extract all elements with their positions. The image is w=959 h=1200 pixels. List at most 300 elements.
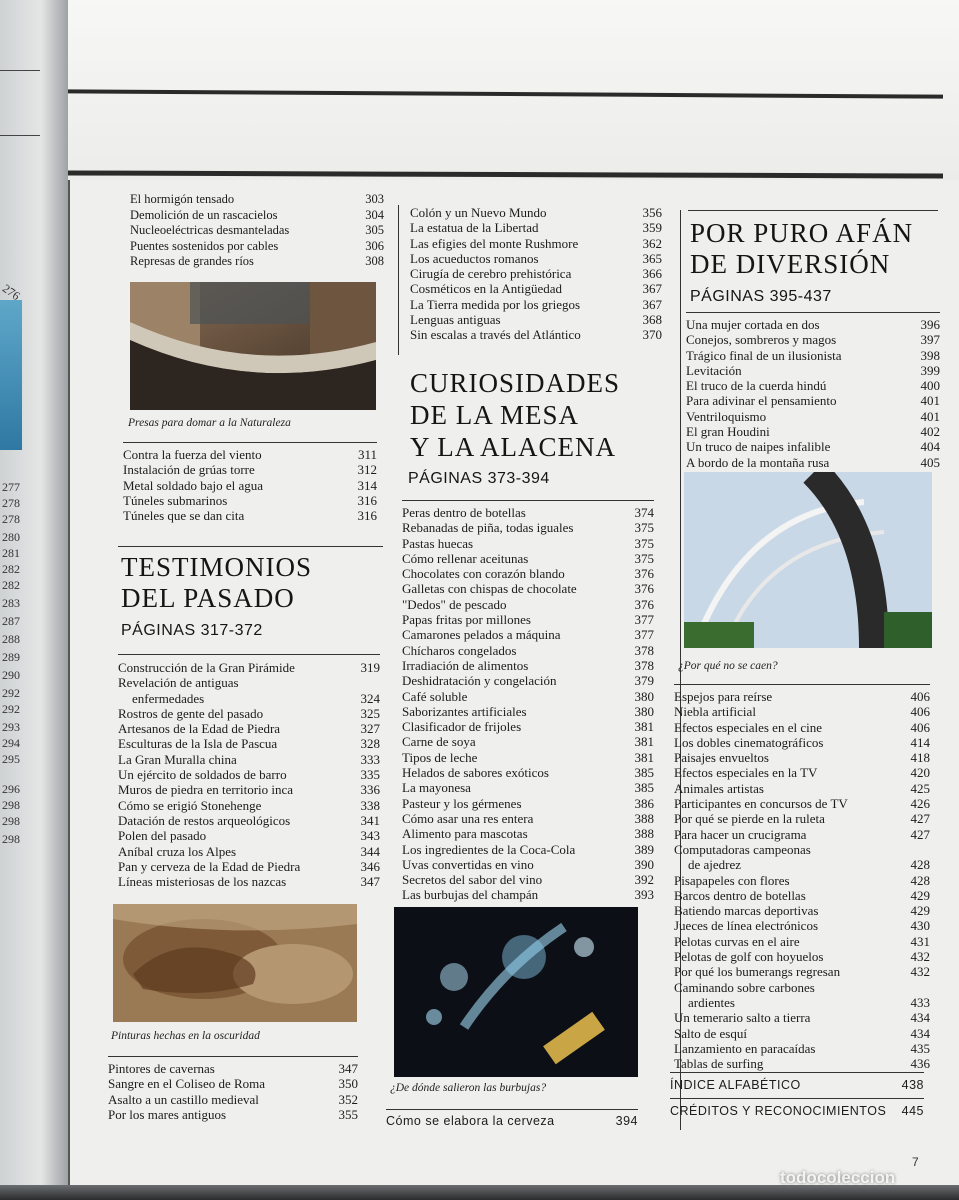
toc-entry-page: 425 (910, 780, 930, 796)
toc-entry-title: Efectos especiales en la TV (674, 765, 818, 781)
toc-entry-page: 432 (910, 964, 930, 980)
toc-entry-page: 375 (634, 535, 654, 551)
toc-entry-title: Niebla artificial (674, 704, 756, 720)
toc-entry-title: Rostros de gente del pasado (118, 705, 264, 721)
edge-page-number: 290 (2, 668, 20, 682)
section-title-line: Y LA ALACENA (410, 432, 616, 462)
section-pages: PÁGINAS 395-437 (690, 288, 832, 305)
toc-entry (674, 689, 930, 704)
column-divider (398, 205, 399, 355)
toc-entry-page: 401 (920, 408, 940, 424)
toc-entry-page: 379 (634, 673, 654, 689)
toc-entry-title: Deshidratación y congelación (402, 673, 557, 689)
toc-entry-title: Un ejército de soldados de barro (118, 767, 287, 783)
toc-entry-title-cont: de ajedrez (688, 857, 742, 873)
toc-entry-title: Nucleoeléctricas desmanteladas (130, 223, 290, 237)
toc-entry-title: Jueces de línea electrónicos (674, 918, 819, 934)
toc-entry-title: Construcción de la Gran Pirámide (118, 660, 295, 675)
toc-entry-page: 429 (910, 887, 930, 903)
toc-entry-continuation (674, 857, 930, 872)
toc-entry-page: 350 (338, 1076, 358, 1092)
toc-entry (686, 317, 940, 332)
photo-caption: ¿De dónde salieron las burbujas? (390, 1082, 547, 1094)
toc-entry (118, 660, 380, 675)
toc-entry-title: Efectos especiales en el cine (674, 719, 822, 735)
toc-entry-title: Un truco de naipes infalible (686, 439, 831, 455)
section-title-line: DE DIVERSIÓN (690, 249, 891, 279)
photo-caption: Presas para domar a la Naturaleza (128, 417, 291, 429)
toc-footer-title: ÍNDICE ALFABÉTICO (670, 1078, 801, 1092)
toc-entry-title: Pintores de cavernas (108, 1061, 215, 1076)
toc-list (108, 1056, 358, 1122)
toc-entry-title: La Tierra medida por los griegos (410, 296, 581, 312)
toc-entry (686, 363, 940, 378)
toc-entry-page: 378 (634, 657, 654, 673)
toc-entry-title: Cosméticos en la Antigüedad (410, 281, 563, 297)
toc-footer-title: CRÉDITOS Y RECONOCIMIENTOS (670, 1104, 887, 1118)
toc-entry (686, 393, 940, 408)
toc-entry-title: Asalto a un castillo medieval (108, 1091, 259, 1107)
toc-entry-page: 365 (642, 250, 662, 266)
edge-page-number: 293 (2, 720, 20, 734)
toc-entry (674, 918, 930, 933)
edge-page-number: 294 (2, 736, 20, 750)
toc-entry-page: 319 (360, 660, 380, 675)
toc-entry (674, 1026, 930, 1041)
toc-entry (674, 1010, 930, 1025)
toc-entry-title: Levitación (686, 362, 742, 378)
toc-entry (402, 872, 654, 887)
toc-entry (686, 409, 940, 424)
edge-page-number: 292 (2, 702, 20, 716)
toc-entry-title: Secretos del sabor del vino (402, 872, 543, 888)
toc-entry (674, 750, 930, 765)
toc-entry (674, 980, 930, 1011)
toc-entry (123, 508, 377, 523)
toc-entry (402, 857, 654, 872)
toc-footer-title: Cómo se elabora la cerveza (386, 1114, 555, 1128)
toc-entry-page: 374 (634, 505, 654, 520)
edge-page-number: 287 (2, 614, 20, 628)
toc-entry-page: 376 (634, 581, 654, 597)
toc-entry-page: 381 (634, 749, 654, 765)
toc-entry-page: 346 (360, 858, 380, 874)
toc-entry-title: Papas fritas por millones (402, 612, 531, 628)
toc-entry (118, 706, 380, 721)
toc-entry-page: 402 (920, 424, 940, 440)
toc-entry-page: 406 (910, 689, 930, 704)
column-1 (108, 192, 386, 1122)
toc-entry (118, 874, 380, 889)
toc-entry-page: 343 (360, 828, 380, 844)
toc-footer-entry (670, 1072, 924, 1098)
toc-entry (402, 597, 654, 612)
toc-entry (410, 236, 662, 251)
toc-entry-page: 347 (338, 1061, 358, 1076)
toc-entry-title: Salto de esquí (674, 1025, 747, 1041)
toc-entry-continuation (118, 691, 380, 706)
toc-entry-title: Galletas con chispas de chocolate (402, 581, 577, 597)
toc-entry-title: Pelotas de golf con hoyuelos (674, 949, 824, 965)
toc-entry (410, 266, 662, 281)
toc-footer-entry (670, 1098, 924, 1124)
toc-entry (123, 493, 377, 508)
toc-entry (123, 462, 377, 477)
toc-entry-title: Pisapapeles con flores (674, 872, 790, 888)
toc-list (410, 205, 662, 343)
toc-entry-page: 377 (634, 612, 654, 628)
section-title-line: DEL PASADO (121, 583, 295, 613)
toc-entry-title: Camarones pelados a máquina (402, 627, 561, 643)
toc-entry-page: 303 (365, 192, 384, 206)
toc-entry (118, 844, 380, 859)
toc-entry-title: Por qué se pierde en la ruleta (674, 811, 825, 827)
toc-entry-page: 401 (920, 393, 940, 409)
toc-list (130, 192, 384, 270)
toc-entry (118, 813, 380, 828)
toc-entry (402, 551, 654, 566)
toc-entry (402, 581, 654, 596)
toc-entry (686, 332, 940, 347)
toc-entry (686, 348, 940, 363)
toc-entry (674, 842, 930, 873)
toc-entry-continuation (674, 995, 930, 1010)
toc-entry (402, 566, 654, 581)
toc-entry-page: 404 (920, 439, 940, 455)
column-2 (386, 205, 668, 1128)
toc-entry-page: 398 (920, 347, 940, 363)
toc-entry (674, 1041, 930, 1056)
toc-entry (410, 220, 662, 235)
toc-entry-title: Una mujer cortada en dos (686, 317, 820, 332)
toc-entry-title: Pastas huecas (402, 535, 474, 551)
edge-page-number: 277 (2, 480, 20, 494)
toc-entry-title: Los acueductos romanos (410, 250, 539, 266)
toc-entry-title-cont: ardientes (688, 994, 735, 1010)
toc-entry-page: 434 (910, 1010, 930, 1026)
page-number: 7 (912, 1155, 919, 1169)
toc-entry-title: Conejos, sombreros y magos (686, 332, 837, 348)
edge-page-number: 282 (2, 578, 20, 592)
toc-entry (674, 873, 930, 888)
edge-page-number: 296 (2, 782, 20, 796)
toc-entry-page: 312 (357, 462, 377, 478)
toc-entry (402, 612, 654, 627)
toc-entry-title: A bordo de la montaña rusa (686, 454, 830, 470)
toc-entry (402, 536, 654, 551)
toc-entry-title: Tipos de leche (402, 749, 478, 765)
edge-page-number: 289 (2, 650, 20, 664)
toc-entry-title: Demolición de un rascacielos (130, 207, 278, 222)
toc-entry-title-cont: enfermedades (132, 690, 205, 706)
toc-entry (402, 627, 654, 642)
toc-entry-title: Para adivinar el pensamiento (686, 393, 837, 409)
toc-entry-title: Participantes en concursos de TV (674, 796, 848, 812)
toc-entry (118, 721, 380, 736)
toc-entry-page: 355 (338, 1106, 358, 1122)
edge-rule (0, 135, 40, 136)
toc-entry-page: 380 (634, 703, 654, 719)
toc-entry-title: Alimento para mascotas (402, 826, 528, 842)
toc-entry (674, 934, 930, 949)
toc-entry-page: 359 (642, 220, 662, 236)
toc-entry (130, 254, 384, 270)
toc-list (123, 442, 377, 523)
toc-entry (686, 439, 940, 454)
toc-entry-title: Sin escalas a través del Atlántico (410, 327, 581, 343)
toc-entry (123, 478, 377, 493)
toc-entry-page: 344 (360, 843, 380, 859)
toc-entry-page: 392 (634, 872, 654, 888)
toc-entry-page: 388 (634, 826, 654, 842)
toc-entry-page: 385 (634, 780, 654, 796)
toc-entry-page: 405 (920, 454, 940, 470)
toc-entry-title: Polen del pasado (118, 828, 207, 844)
toc-list (686, 312, 940, 470)
toc-entry (402, 505, 654, 520)
toc-entry-page: 308 (365, 254, 384, 268)
toc-entry-title: Las burbujas del champán (402, 887, 539, 903)
toc-entry-title: Café soluble (402, 688, 468, 704)
toc-entry-page: 427 (910, 826, 930, 842)
toc-entry-page: 385 (634, 765, 654, 781)
toc-list (674, 684, 930, 1071)
toc-entry (402, 658, 654, 673)
toc-entry (410, 251, 662, 266)
toc-entry (674, 949, 930, 964)
toc-entry-title: El hormigón tensado (130, 192, 235, 206)
toc-entry-title: Trágico final de un ilusionista (686, 347, 842, 363)
watermark: todocoleccion (780, 1168, 896, 1187)
toc-entry-page: 381 (634, 719, 654, 735)
edge-page-number: 298 (2, 814, 20, 828)
toc-entry-page: 311 (357, 447, 377, 462)
toc-entry-title: Computadoras campeonas (674, 841, 811, 857)
toc-entry (118, 828, 380, 843)
toc-entry-title: Chícharos congelados (402, 642, 517, 658)
toc-entry-title: Túneles que se dan cita (123, 508, 245, 524)
toc-entry-page: 432 (910, 949, 930, 965)
toc-entry-title: Ventriloquismo (686, 408, 767, 424)
edge-page-number: 282 (2, 562, 20, 576)
toc-entry-title: Líneas misteriosas de los nazcas (118, 874, 287, 890)
toc-entry-title: Helados de sabores exóticos (402, 765, 549, 781)
section-title (410, 367, 620, 463)
toc-entry-page: 375 (634, 550, 654, 566)
toc-entry-title: Pelotas curvas en el aire (674, 933, 800, 949)
dam-photo (130, 282, 376, 410)
toc-entry-title: Esculturas de la Isla de Pascua (118, 736, 278, 752)
toc-entry-page: 414 (910, 734, 930, 750)
toc-entry-page: 380 (634, 688, 654, 704)
toc-entry (108, 1076, 358, 1091)
toc-entry-title: Metal soldado bajo el agua (123, 477, 264, 493)
toc-entry-title: Peras dentro de botellas (402, 505, 526, 520)
toc-entry-page: 393 (634, 887, 654, 903)
toc-entry-page: 305 (365, 223, 384, 237)
toc-entry (402, 689, 654, 704)
toc-entry-page: 434 (910, 1025, 930, 1041)
toc-entry-page: 328 (360, 736, 380, 752)
toc-entry (130, 223, 384, 239)
toc-entry-page: 426 (910, 796, 930, 812)
toc-entry-page: 399 (920, 362, 940, 378)
edge-page-number: 278 (2, 496, 20, 510)
toc-entry-title: Rebanadas de piña, todas iguales (402, 520, 574, 536)
toc-entry-page: 378 (634, 642, 654, 658)
toc-footer-page: 438 (901, 1078, 924, 1092)
toc-entry (674, 735, 930, 750)
edge-page-number: 292 (2, 686, 20, 700)
section-rule (118, 546, 383, 547)
toc-entry-page: 427 (910, 811, 930, 827)
toc-entry-title: Artesanos de la Edad de Piedra (118, 721, 281, 737)
edge-page-number: 278 (2, 512, 20, 526)
toc-entry (674, 811, 930, 826)
toc-entry-title: Datación de restos arqueológicos (118, 812, 291, 828)
toc-entry-page: 420 (910, 765, 930, 781)
toc-entry-page: 316 (357, 508, 377, 524)
toc-entry-page: 325 (360, 705, 380, 721)
toc-entry-page: 366 (642, 266, 662, 282)
toc-entry-page: 428 (910, 872, 930, 888)
toc-entry-title: Batiendo marcas deportivas (674, 903, 819, 919)
toc-entry-title: Saborizantes artificiales (402, 703, 527, 719)
section-rule (688, 210, 938, 211)
toc-entry-page: 388 (634, 810, 654, 826)
toc-entry-page: 316 (357, 492, 377, 508)
toc-entry-page: 431 (910, 933, 930, 949)
photo-caption: ¿Por qué no se caen? (678, 660, 778, 672)
toc-entry-title: Caminando sobre carbones (674, 979, 815, 995)
rollercoaster-photo (684, 472, 932, 648)
toc-entry-page: 362 (642, 235, 662, 251)
toc-entry-page: 396 (920, 317, 940, 332)
section-pages: PÁGINAS 317-372 (121, 622, 263, 639)
rollercoaster-image (684, 472, 932, 648)
toc-entry (410, 297, 662, 312)
toc-entry (674, 1056, 930, 1071)
toc-entry-page: 430 (910, 918, 930, 934)
toc-entry (402, 765, 654, 780)
toc-entry-title: Tablas de surfing (674, 1056, 764, 1072)
toc-entry-title: Revelación de antiguas (118, 675, 239, 691)
section-title (121, 552, 312, 614)
toc-entry (674, 888, 930, 903)
toc-entry-page: 368 (642, 312, 662, 328)
edge-page-number: 281 (2, 546, 20, 560)
toc-entry-page: 336 (360, 782, 380, 798)
toc-entry-title: Sangre en el Coliseo de Roma (108, 1076, 266, 1092)
toc-entry (118, 798, 380, 813)
toc-footer-page: 394 (615, 1114, 638, 1128)
toc-entry-page: 397 (920, 332, 940, 348)
section-title-line: POR PURO AFÁN (690, 218, 914, 248)
toc-entry-page: 376 (634, 596, 654, 612)
toc-entry-title: "Dedos" de pescado (402, 596, 507, 612)
toc-entry-page: 347 (360, 874, 380, 890)
edge-page-number: 298 (2, 798, 20, 812)
toc-entry (130, 192, 384, 208)
toc-entry (402, 704, 654, 719)
toc-entry (402, 750, 654, 765)
toc-entry (674, 903, 930, 918)
toc-entry-title: Muros de piedra en territorio inca (118, 782, 294, 798)
edge-rule (0, 70, 40, 71)
toc-entry-title: Colón y un Nuevo Mundo (410, 205, 547, 220)
toc-entry-page: 335 (360, 767, 380, 783)
toc-entry (402, 643, 654, 658)
toc-entry-title: Contra la fuerza del viento (123, 447, 262, 462)
toc-entry (674, 720, 930, 735)
toc-entry-page: 433 (910, 994, 930, 1010)
section-title-line: DE LA MESA (410, 400, 580, 430)
toc-entry-page: 356 (642, 205, 662, 220)
toc-entry-page: 304 (365, 207, 384, 222)
toc-entry-title: Instalación de grúas torre (123, 462, 255, 478)
toc-entry (402, 826, 654, 841)
toc-entry-page: 306 (365, 238, 384, 253)
toc-entry-page: 435 (910, 1040, 930, 1056)
toc-entry-title: Espejos para reírse (674, 689, 773, 704)
toc-entry-page: 386 (634, 795, 654, 811)
toc-entry-page: 333 (360, 751, 380, 767)
toc-entry (686, 378, 940, 393)
toc-entry-page: 314 (357, 477, 377, 493)
toc-entry-title: Pasteur y los gérmenes (402, 795, 522, 811)
toc-entry-title: Los ingredientes de la Coca-Cola (402, 841, 576, 857)
toc-entry-title: Un temerario salto a tierra (674, 1010, 811, 1026)
toc-entry-page: 406 (910, 719, 930, 735)
toc-entry (108, 1107, 358, 1122)
toc-entry (118, 767, 380, 782)
toc-entry (410, 327, 662, 342)
section-title-line: TESTIMONIOS (121, 552, 312, 582)
toc-entry (108, 1092, 358, 1107)
toc-entry (123, 447, 377, 462)
toc-entry (410, 312, 662, 327)
toc-entry (402, 811, 654, 826)
edge-page-number: 288 (2, 632, 20, 646)
toc-entry-title: El truco de la cuerda hindú (686, 378, 827, 394)
toc-entry-title: Barcos dentro de botellas (674, 887, 806, 903)
toc-entry-title: Pan y cerveza de la Edad de Piedra (118, 858, 301, 874)
toc-entry-title: Puentes sostenidos por cables (130, 238, 279, 253)
toc-entry-title: Carne de soya (402, 734, 476, 750)
champagne-image (394, 907, 638, 1077)
toc-entry-title: Cómo se erigió Stonehenge (118, 797, 262, 813)
toc-entry (118, 782, 380, 797)
toc-entry-title: Cómo rellenar aceitunas (402, 550, 529, 566)
toc-entry-title: Cirugía de cerebro prehistórica (410, 266, 572, 282)
toc-entry-title: Túneles submarinos (123, 492, 228, 508)
toc-entry-page: 389 (634, 841, 654, 857)
toc-footer-page: 445 (901, 1104, 924, 1118)
toc-entry-page: 375 (634, 520, 654, 536)
toc-entry-page: 341 (360, 812, 380, 828)
toc-entry-page: 352 (338, 1091, 358, 1107)
toc-entry-page: 428 (910, 857, 930, 873)
toc-entry-page: 400 (920, 378, 940, 394)
toc-entry (402, 780, 654, 795)
toc-entry-title: Paisajes envueltos (674, 750, 769, 766)
toc-entry (118, 752, 380, 767)
toc-entry-title: Lanzamiento en paracaídas (674, 1040, 816, 1056)
toc-entry-title: Uvas convertidas en vino (402, 856, 534, 872)
toc-entry (402, 842, 654, 857)
toc-entry (118, 736, 380, 751)
toc-entry-page: 370 (642, 327, 662, 343)
